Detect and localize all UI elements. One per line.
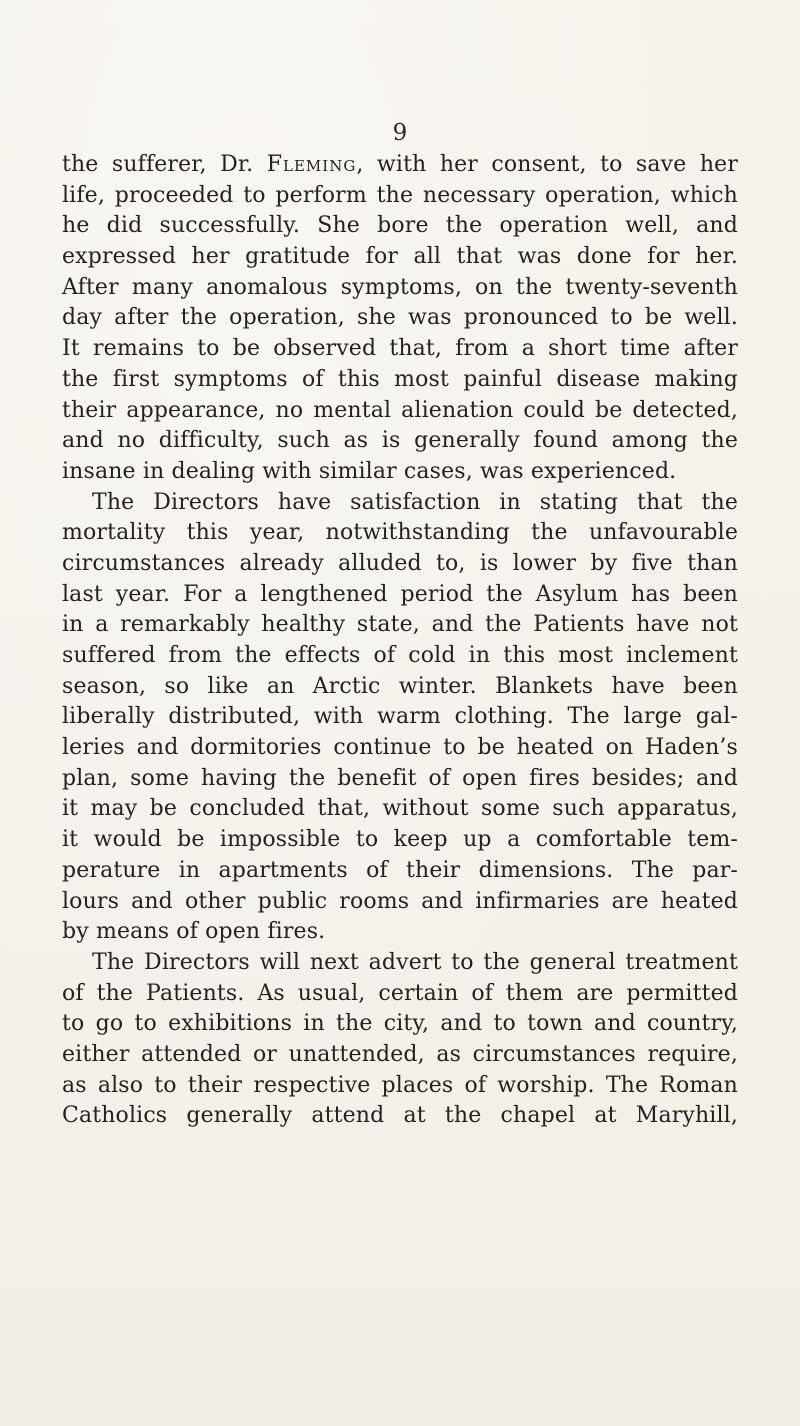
surname-small-caps: Fleming — [266, 152, 357, 177]
text-line: plan, some having the benefit of open fires besides; and — [62, 765, 738, 791]
text-line: their appearance, no mental alienation could be detected, — [62, 397, 738, 423]
text-line: suffered from the effects of cold in this most inclement — [62, 643, 738, 668]
text-line: it may be concluded that, without some such apparatus, — [62, 796, 738, 822]
text-line: leries and dormitories continue to be heated on Haden’s — [62, 735, 738, 761]
text-line: After many anomalous symptoms, on the twenty-seventh — [62, 274, 738, 300]
text-line: perature in apartments of their dimensions. The par- — [62, 857, 738, 883]
text-line: last year. For a lengthened period the Asylum has been — [62, 581, 738, 607]
line-text: , with her consent, to save her — [356, 152, 738, 177]
text-line: day after the operation, she was pronounced to be well. — [62, 305, 738, 331]
text-line: in a remarkably healthy state, and the Patients have not — [62, 612, 738, 638]
text-line: insane in dealing with similar cases, was experienced. — [62, 458, 677, 484]
text-line: and no difficulty, such as is generally found among the — [62, 428, 738, 454]
text-line: circumstances already alluded to, is lower by five than — [62, 550, 738, 576]
text-line — [62, 150, 738, 181]
body-text — [62, 150, 738, 1132]
text-line: Catholics generally attend at the chapel at Maryhill, — [62, 1103, 738, 1129]
text-line: season, so like an Arctic winter. Blankets have been — [62, 673, 738, 699]
text-line: The Directors will next advert to the general treatment — [92, 949, 738, 975]
text-line: by means of open fires. — [62, 919, 326, 945]
text-line: of the Patients. As usual, certain of them are permitted — [62, 980, 738, 1006]
page-number: 9 — [392, 120, 408, 146]
line-text: the sufferer, Dr. — [62, 152, 267, 177]
text-line: either attended or unattended, as circumstances require, — [62, 1041, 738, 1067]
text-line: the first symptoms of this most painful disease making — [62, 366, 738, 392]
text-line: mortality this year, notwithstanding the unfavourable — [62, 520, 738, 546]
text-line: It remains to be observed that, from a short time after — [62, 336, 738, 362]
text-line: life, proceeded to perform the necessary operation, which — [62, 182, 738, 208]
text-line: it would be impossible to keep up a comfortable tem- — [62, 827, 738, 853]
text-line: liberally distributed, with warm clothing. The large gal- — [62, 704, 738, 730]
text-line: The Directors have satisfaction in stating that the — [92, 489, 738, 515]
text-line: to go to exhibitions in the city, and to town and country, — [62, 1011, 738, 1037]
text-line: expressed her gratitude for all that was done for her. — [62, 244, 738, 270]
text-line: he did successfully. She bore the operation well, and — [62, 213, 738, 239]
text-line: as also to their respective places of worship. The Roman — [62, 1072, 738, 1098]
text-line: lours and other public rooms and infirmaries are heated — [62, 888, 738, 914]
